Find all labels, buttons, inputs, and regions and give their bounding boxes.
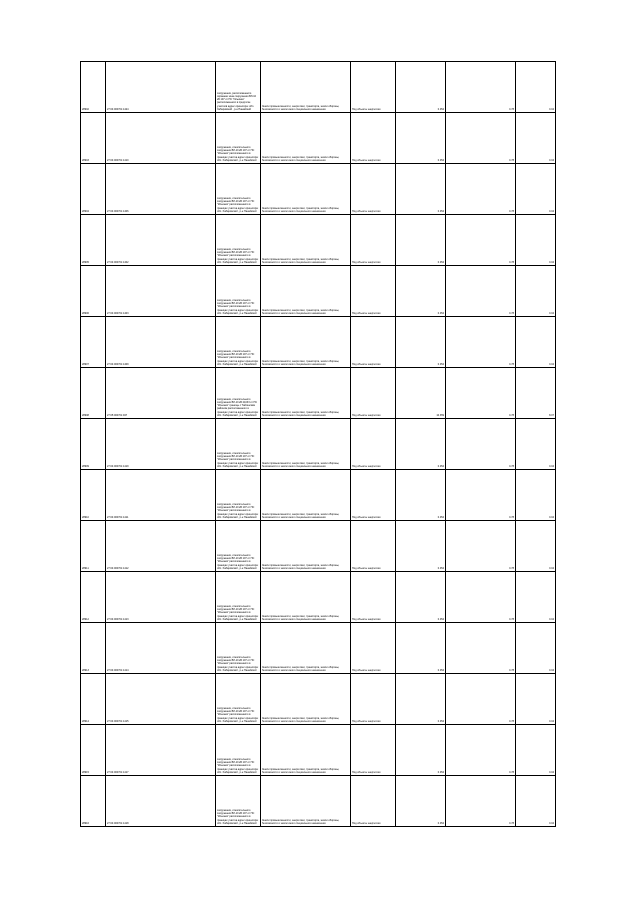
- cadastral-number-cell: 27:05:000701:947: [106, 368, 216, 419]
- table-row: [81, 368, 556, 419]
- description-cell: сооружения, относительного сооружения ВЛ-10 кВ 21033 от ПС "Ильинка" границы с Тайгинским районом расположенного в границах участка адрес ориентира: обл. Хабаровский , р-н Нанайский: [216, 368, 261, 419]
- land-category-cell: Земли промышленности, энергетики, транспорта, земли обороны, безопасности и земли иного специального назначения: [261, 368, 351, 419]
- tax-cell: 0.04: [516, 113, 556, 164]
- rate-cell: 0.78: [446, 725, 516, 776]
- tax-cell: 0.04: [516, 164, 556, 215]
- tax-cell: 0.04: [516, 674, 556, 725]
- row-id-cell: 28914: [81, 674, 106, 725]
- cadastral-number-cell: 27:04:000701:1412: [106, 521, 216, 572]
- description-cell: сооружения, относительного сооружения ВЛ-10 кВ 107 от ПС "Ильинка" расположенного в границах участка адрес ориентира: обл. Хабаровский , р-н Нанайский: [216, 725, 261, 776]
- rate-cell: 0.78: [446, 266, 516, 317]
- row-id-cell: 28908: [81, 368, 106, 419]
- permitted-use-cell: Под объекты энергетики: [351, 725, 396, 776]
- land-category-cell: Земли промышленности, энергетики, транспорта, земли обороны, безопасности и земли иного специального назначения: [261, 674, 351, 725]
- rate-cell: 0.78: [446, 470, 516, 521]
- cadastral-number-cell: 27:04:000701:1403: [106, 266, 216, 317]
- table-body: [81, 62, 556, 827]
- area-cell: 0.054: [396, 215, 446, 266]
- row-id-cell: 28902: [81, 62, 106, 113]
- land-registry-table: [80, 61, 556, 827]
- area-cell: 10.359: [396, 368, 446, 419]
- table-row: [81, 164, 556, 215]
- cadastral-number-cell: 27:04:000701:1409: [106, 317, 216, 368]
- cadastral-number-cell: 27:04:000701:1410: [106, 113, 216, 164]
- description-cell: сооружения, относительного сооружения ВЛ-10 кВ 107 от ПС "Ильинка" расположенного в границах участка адрес ориентира: обл. Хабаровский , р-н Нанайский: [216, 215, 261, 266]
- cadastral-number-cell: 27:04:000701:1419: [106, 419, 216, 470]
- row-id-cell: 28905: [81, 215, 106, 266]
- table-row: [81, 725, 556, 776]
- permitted-use-cell: Под объекты энергетики: [351, 623, 396, 674]
- permitted-use-cell: Под объекты энергетики: [351, 317, 396, 368]
- area-cell: 0.054: [396, 572, 446, 623]
- rate-cell: 0.78: [446, 368, 516, 419]
- description-cell: сооружения, относительного сооружения ВЛ-10 кВ 107 от ПС "Ильинка" расположенного в границах участка адрес ориентира: обл. Хабаровский , р-н Нанайский: [216, 419, 261, 470]
- rate-cell: 0.78: [446, 164, 516, 215]
- land-category-cell: Земли промышленности, энергетики, транспорта, земли обороны, безопасности и земли иного специального назначения: [261, 623, 351, 674]
- tax-cell: 0.04: [516, 572, 556, 623]
- cadastral-number-cell: 27:04:000701:1413: [106, 572, 216, 623]
- cadastral-number-cell: 27:04:000701:1424: [106, 62, 216, 113]
- table-row: [81, 62, 556, 113]
- land-category-cell: Земли промышленности, энергетики, транспорта, земли обороны, безопасности и земли иного специального назначения: [261, 419, 351, 470]
- permitted-use-cell: Под объекты энергетики: [351, 368, 396, 419]
- row-id-cell: 28904: [81, 164, 106, 215]
- area-cell: 0.054: [396, 725, 446, 776]
- area-cell: 0.054: [396, 623, 446, 674]
- land-category-cell: Земли промышленности, энергетики, транспорта, земли обороны, безопасности и земли иного специального назначения: [261, 266, 351, 317]
- tax-cell: 0.04: [516, 266, 556, 317]
- permitted-use-cell: Под объекты энергетики: [351, 572, 396, 623]
- rate-cell: 0.78: [446, 776, 516, 827]
- land-category-cell: Земли промышленности, энергетики, транспорта, земли обороны, безопасности и земли иного специального назначения: [261, 62, 351, 113]
- rate-cell: 0.78: [446, 62, 516, 113]
- land-category-cell: Земли промышленности, энергетики, транспорта, земли обороны, безопасности и земли иного специального назначения: [261, 215, 351, 266]
- tax-cell: 0.04: [516, 470, 556, 521]
- description-cell: сооружения, относительного сооружения ВЛ-10 кВ 107 от ПС "Ильинка" расположенного в границах участка адрес ориентира: обл. Хабаровский , р-н Нанайский: [216, 674, 261, 725]
- land-category-cell: Земли промышленности, энергетики, транспорта, земли обороны, безопасности и земли иного специального назначения: [261, 776, 351, 827]
- permitted-use-cell: Под объекты энергетики: [351, 113, 396, 164]
- rate-cell: 0.78: [446, 317, 516, 368]
- cadastral-number-cell: 27:04:000701:1415: [106, 674, 216, 725]
- land-category-cell: Земли промышленности, энергетики, транспорта, земли обороны, безопасности и земли иного специального назначения: [261, 725, 351, 776]
- cadastral-number-cell: 27:04:000701:1406: [106, 164, 216, 215]
- row-id-cell: 28909: [81, 419, 106, 470]
- tax-cell: 0.04: [516, 215, 556, 266]
- permitted-use-cell: Под объекты энергетики: [351, 266, 396, 317]
- table-row: [81, 572, 556, 623]
- permitted-use-cell: Под объекты энергетики: [351, 419, 396, 470]
- tax-cell: 0.04: [516, 521, 556, 572]
- description-cell: сооружения, относительного сооружения ВЛ-10 кВ 107 от ПС "Ильинка" расположенного в границах участка адрес ориентира: обл. Хабаровский , р-н Нанайский: [216, 164, 261, 215]
- rate-cell: 0.78: [446, 419, 516, 470]
- row-id-cell: 28915: [81, 725, 106, 776]
- cadastral-number-cell: 27:04:000701:1414: [106, 623, 216, 674]
- tax-cell: 8.07: [516, 368, 556, 419]
- area-cell: 0.054: [396, 521, 446, 572]
- land-category-cell: Земли промышленности, энергетики, транспорта, земли обороны, безопасности и земли иного специального назначения: [261, 113, 351, 164]
- tax-cell: 0.04: [516, 317, 556, 368]
- area-cell: 0.054: [396, 419, 446, 470]
- tax-cell: 0.04: [516, 776, 556, 827]
- description-cell: сооружения, относительного сооружения ВЛ-10 кВ 107 от ПС "Ильинка" расположенного в границах участка адрес ориентира: обл. Хабаровский , р-н Нанайский: [216, 470, 261, 521]
- tax-cell: 0.04: [516, 419, 556, 470]
- table-row: [81, 419, 556, 470]
- tax-cell: 0.04: [516, 62, 556, 113]
- permitted-use-cell: Под объекты энергетики: [351, 215, 396, 266]
- land-category-cell: Земли промышленности, энергетики, транспорта, земли обороны, безопасности и земли иного специального назначения: [261, 317, 351, 368]
- land-category-cell: Земли промышленности, энергетики, транспорта, земли обороны, безопасности и земли иного специального назначения: [261, 572, 351, 623]
- area-cell: 0.054: [396, 266, 446, 317]
- permitted-use-cell: Под объекты энергетики: [351, 62, 396, 113]
- row-id-cell: 28906: [81, 266, 106, 317]
- row-id-cell: 28911: [81, 521, 106, 572]
- row-id-cell: 28916: [81, 776, 106, 827]
- row-id-cell: 28912: [81, 572, 106, 623]
- permitted-use-cell: Под объекты энергетики: [351, 776, 396, 827]
- cadastral-number-cell: 27:04:000701:1402: [106, 215, 216, 266]
- permitted-use-cell: Под объекты энергетики: [351, 164, 396, 215]
- rate-cell: 0.78: [446, 113, 516, 164]
- area-cell: 0.054: [396, 470, 446, 521]
- rate-cell: 0.78: [446, 215, 516, 266]
- permitted-use-cell: Под объекты энергетики: [351, 470, 396, 521]
- area-cell: 0.054: [396, 62, 446, 113]
- rate-cell: 0.78: [446, 572, 516, 623]
- table-row: [81, 674, 556, 725]
- tax-cell: 0.04: [516, 623, 556, 674]
- row-id-cell: 28913: [81, 623, 106, 674]
- table-row: [81, 113, 556, 164]
- table-row: [81, 521, 556, 572]
- description-cell: сооружения, относительного сооружения ВЛ-10 кВ 107 от ПС "Ильинка" расположенного в границах участка адрес ориентира: обл. Хабаровский , р-н Нанайский: [216, 113, 261, 164]
- land-category-cell: Земли промышленности, энергетики, транспорта, земли обороны, безопасности и земли иного специального назначения: [261, 164, 351, 215]
- description-cell: сооружения, относительного сооружения ВЛ-10 кВ 107 от ПС "Ильинка" расположенного в границах участка адрес ориентира: обл. Хабаровский , р-н Нанайский: [216, 776, 261, 827]
- table-row: [81, 776, 556, 827]
- row-id-cell: 28903: [81, 113, 106, 164]
- permitted-use-cell: Под объекты энергетики: [351, 674, 396, 725]
- description-cell: сооружения, относительного сооружения ВЛ-10 кВ 107 от ПС "Ильинка" расположенного в границах участка адрес ориентира: обл. Хабаровский , р-н Нанайский: [216, 317, 261, 368]
- description-cell: сооружения, относительного сооружения ВЛ-10 кВ 107 от ПС "Ильинка" расположенного в границах участка адрес ориентира: обл. Хабаровский , р-н Нанайский: [216, 572, 261, 623]
- row-id-cell: 28910: [81, 470, 106, 521]
- rate-cell: 0.78: [446, 623, 516, 674]
- table-row: [81, 470, 556, 521]
- table-row: [81, 215, 556, 266]
- land-category-cell: Земли промышленности, энергетики, транспорта, земли обороны, безопасности и земли иного специального назначения: [261, 470, 351, 521]
- land-category-cell: Земли промышленности, энергетики, транспорта, земли обороны, безопасности и земли иного специального назначения: [261, 521, 351, 572]
- area-cell: 0.054: [396, 674, 446, 725]
- cadastral-number-cell: 27:04:000701:1417: [106, 725, 216, 776]
- area-cell: 0.054: [396, 164, 446, 215]
- cadastral-number-cell: 27:04:000701:1418: [106, 776, 216, 827]
- tax-cell: 0.04: [516, 725, 556, 776]
- table-row: [81, 266, 556, 317]
- rate-cell: 0.78: [446, 521, 516, 572]
- row-id-cell: 28907: [81, 317, 106, 368]
- permitted-use-cell: Под объекты энергетики: [351, 521, 396, 572]
- area-cell: 0.054: [396, 317, 446, 368]
- area-cell: 0.054: [396, 776, 446, 827]
- table-row: [81, 623, 556, 674]
- cadastral-number-cell: 27:04:000701:1411: [106, 470, 216, 521]
- rate-cell: 0.78: [446, 674, 516, 725]
- description-cell: сооружения, относительного сооружения ВЛ-10 кВ 107 от ПС "Ильинка" расположенного в границах участка адрес ориентира: обл. Хабаровский , р-н Нанайский: [216, 266, 261, 317]
- table-row: [81, 317, 556, 368]
- description-cell: сооружения, относительного сооружения ВЛ-10 кВ 107 от ПС "Ильинка" расположенного в границах участка адрес ориентира: обл. Хабаровский , р-н Нанайский: [216, 623, 261, 674]
- description-cell: сооружения, относительного сооружения ВЛ-10 кВ 107 от ПС "Ильинка" расположенного в границах участка адрес ориентира: обл. Хабаровский , р-н Нанайский: [216, 521, 261, 572]
- description-cell: сооружения, расположенного охранная зона сооружения ВЛ-10 кВ 107 от ПС "Ильинка" расположенного в предтатке участков адрес ориентира: обл. Хабаровский , р-н Нанайский: [216, 62, 261, 113]
- area-cell: 0.054: [396, 113, 446, 164]
